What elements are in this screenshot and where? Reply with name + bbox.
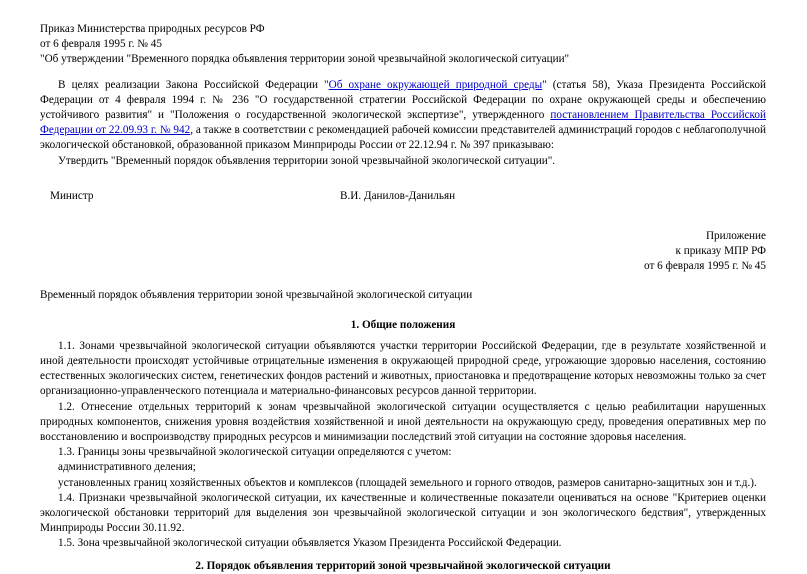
section-2-heading: 2. Порядок объявления территорий зоной чрезвычайной экологической ситуации (195, 559, 611, 572)
appendix-note (40, 229, 766, 275)
signature-block (40, 189, 766, 205)
intro-text-b: " (статья 58), Указа Президента Российской Федерации от 4 февраля 1994 г. № 236 "О государственной стратегии Российской Федерации по охране окружающей среды и обеспечению устойчивого развития" и "Положения о государственной экологической экспертизе", утвержденного (40, 78, 766, 122)
document-header (40, 22, 766, 68)
clause-1-1: 1.1. Зонами чрезвычайной экологической ситуации объявляются участки территории Российской Федерации, где в результате хозяйственной и иной деятельности происходят устойчивые отрицательные изменения в окружающей природной среде, угрожающие здоровью населения, состоянию естественных экологических систем, генетических фондов растений и животных, приостановка и предотвращение которых невозможны только за счет организационно-управленческого потенциала и материально-финансовых ресурсов данной территории. (40, 339, 766, 398)
signature-position: Министр (50, 189, 94, 202)
link-environment-law[interactable]: Об охране окружающей природной среды (328, 78, 543, 91)
document-page (40, 22, 766, 574)
header-line-1: Приказ Министерства природных ресурсов РФ (40, 23, 265, 35)
clause-1-3: 1.3. Границы зоны чрезвычайной экологической ситуации определяются с учетом: (58, 446, 452, 459)
clause-1-4: 1.4. Признаки чрезвычайной экологической ситуации, их качественные и количественные показатели оцениваться на основе "Критериев оценки экологической обстановки территорий для выделения зон чрезвычайной экологической ситуации и зон экологического бедствия", утвержденных Минприроды России 30.11.92. (40, 491, 766, 535)
intro-paragraph (40, 78, 766, 154)
intro-text-c: , а также в соответствии с рекомендацией рабочей комиссии представителей администраций городов с неблагополучной экологической обстановкой, образованной приказом Минприроды России от 22.12.94 г. № 397 приказываю: (40, 124, 766, 152)
clause-1-5: 1.5. Зона чрезвычайной экологической ситуации объявляется Указом Президента Российской Федерации. (58, 537, 562, 550)
link-government-resolution[interactable]: постановлением Правительства Российской Федерации от 22.09.93 г. № 942 (40, 109, 766, 137)
header-line-2: от 6 февраля 1995 г. № 45 (40, 38, 162, 51)
clause-1-2: 1.2. Отнесение отдельных территорий к зонам чрезвычайной экологической ситуации осуществляется с целью реабилитации нарушенных природных компонентов, снижения уровня воздействия хозяйственной и иной деятельности на окружающую среду, проведения оперативных мер по восстановлению и воспроизводству природных ресурсов и минимизации последствий этой ситуации на состояние здоровья населения. (40, 400, 766, 444)
clause-1-3-item-1: административного деления; (58, 461, 196, 474)
appendix-line-2: к приказу МПР РФ (675, 245, 766, 258)
clause-1-3-item-2: установленных границ хозяйственных объектов и комплексов (площадей земельного и горного отводов, размеров санитарно-защитных зон и т.д.). (58, 476, 757, 489)
header-line-3: "Об утверждении "Временного порядка объявления территории зоной чрезвычайной экологической ситуации" (40, 53, 570, 66)
document-title: Временный порядок объявления территории зоной чрезвычайной экологической ситуации (40, 289, 473, 302)
signature-name: В.И. Данилов-Данильян (340, 189, 456, 202)
appendix-line-3: от 6 февраля 1995 г. № 45 (644, 260, 766, 273)
appendix-line-1: Приложение (705, 229, 766, 242)
intro-text-a: В целях реализации Закона Российской Федерации " (58, 78, 329, 91)
section-1-heading: 1. Общие положения (350, 318, 456, 331)
order-statement: Утвердить "Временный порядок объявления территории зоной чрезвычайной экологической ситуации". (58, 154, 556, 167)
